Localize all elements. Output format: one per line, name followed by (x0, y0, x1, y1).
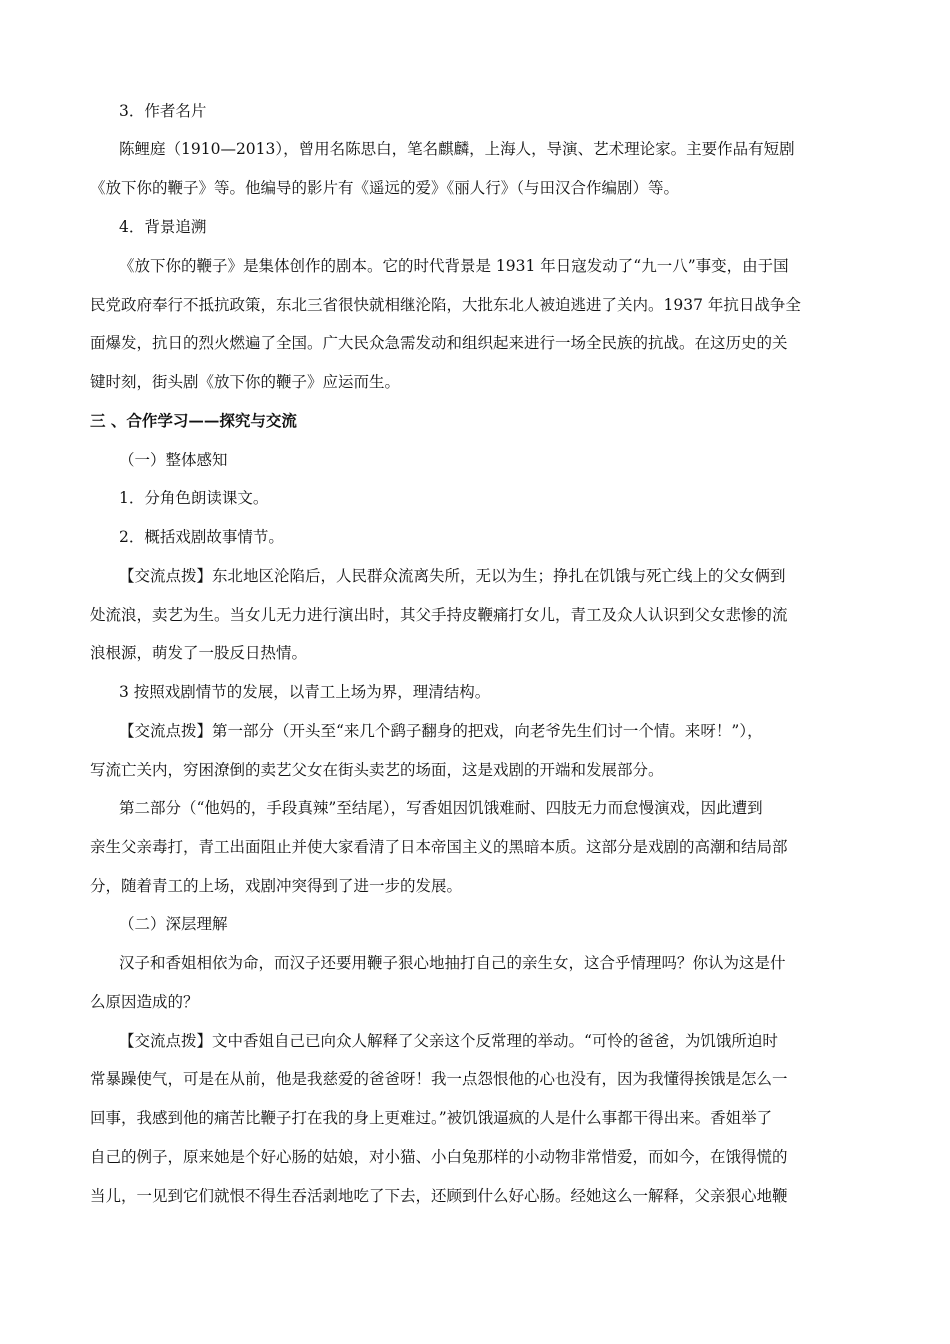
paragraph-line: 民党政府奉行不抵抗政策，东北三省很快就相继沦陷，大批东北人被迫逃进了关内。1937 年抗日战争全 (90, 296, 801, 314)
paragraph-line: 当儿，一见到它们就恨不得生吞活剥地吃了下去，还顾到什么好心肠。经她这么一解释，父亲狠心地鞭 (90, 1187, 788, 1205)
paragraph-line: 么原因造成的？ (90, 993, 199, 1011)
paragraph-line: 常暴躁使气，可是在从前，他是我慈爱的爸爸呀！我一点怨恨他的心也没有，因为我懂得挨饿是怎么一 (90, 1070, 788, 1088)
paragraph-line: 自己的例子，原来她是个好心肠的姑娘，对小猫、小白兔那样的小动物非常惜爱，而如今，在饿得慌的 (90, 1148, 788, 1166)
paragraph-line: 面爆发，抗日的烈火燃遍了全国。广大民众急需发动和组织起来进行一场全民族的抗战。在这历史的关 (90, 334, 788, 352)
paragraph-line: 【交流点拨】第一部分（开头至“来几个鹞子翻身的把戏，向老爷先生们讨一个情。来呀！”）， (119, 722, 763, 740)
paragraph-line: 第二部分（“他妈的，手段真辣”至结尾），写香姐因饥饿难耐、四肢无力而怠慢演戏，因此遭到 (119, 799, 763, 817)
paragraph-line: 【交流点拨】文中香姐自己已向众人解释了父亲这个反常理的举动。“可怜的爸爸，为饥饿所迫时 (119, 1032, 778, 1050)
paragraph-line: 陈鲤庭（1910—2013），曾用名陈思白，笔名麒麟，上海人，导演、艺术理论家。主要作品有短剧 (119, 140, 795, 158)
paragraph-line: 《放下你的鞭子》等。他编导的影片有《遥远的爱》《丽人行》（与田汉合作编剧）等。 (90, 179, 680, 197)
paragraph-line: 汉子和香姐相依为命，而汉子还要用鞭子狠心地抽打自己的亲生女，这合乎情理吗？你认为这是什 (119, 954, 786, 972)
paragraph-line: 处流浪，卖艺为生。当女儿无力进行演出时，其父手持皮鞭痛打女儿，青工及众人认识到父女悲惨的流 (90, 606, 788, 624)
paragraph-line: 分，随着青工的上场，戏剧冲突得到了进一步的发展。 (90, 877, 463, 895)
paragraph-line: 亲生父亲毒打，青工出面阻止并使大家看清了日本帝国主义的黑暗本质。这部分是戏剧的高潮和结局部 (90, 838, 788, 856)
paragraph-line: 【交流点拨】东北地区沦陷后，人民群众流离失所，无以为生；挣扎在饥饿与死亡线上的父女俩到 (119, 567, 786, 585)
section-heading: 三 、合作学习——探究与交流 (90, 411, 297, 430)
subsection-heading: （一）整体感知 (119, 451, 228, 469)
subsection-heading: （二）深层理解 (119, 915, 228, 933)
task-item: 2．概括戏剧故事情节。 (119, 528, 284, 546)
task-item: 1．分角色朗读课文。 (119, 489, 269, 507)
paragraph-line: 浪根源，萌发了一股反日热情。 (90, 644, 308, 662)
heading-background: 4．背景追溯 (119, 218, 207, 236)
task-item: 3 按照戏剧情节的发展，以青工上场为界，理清结构。 (119, 683, 491, 701)
paragraph-line: 《放下你的鞭子》是集体创作的剧本。它的时代背景是 1931 年日寇发动了“九一八”事变，由于国 (119, 257, 789, 275)
paragraph-line: 写流亡关内，穷困潦倒的卖艺父女在街头卖艺的场面，这是戏剧的开端和发展部分。 (90, 761, 664, 779)
paragraph-line: 回事，我感到他的痛苦比鞭子打在我的身上更难过。”被饥饿逼疯的人是什么事都干得出来。香姐举了 (90, 1109, 773, 1127)
paragraph-line: 键时刻，街头剧《放下你的鞭子》应运而生。 (90, 373, 401, 391)
heading-author-card: 3．作者名片 (119, 102, 207, 120)
